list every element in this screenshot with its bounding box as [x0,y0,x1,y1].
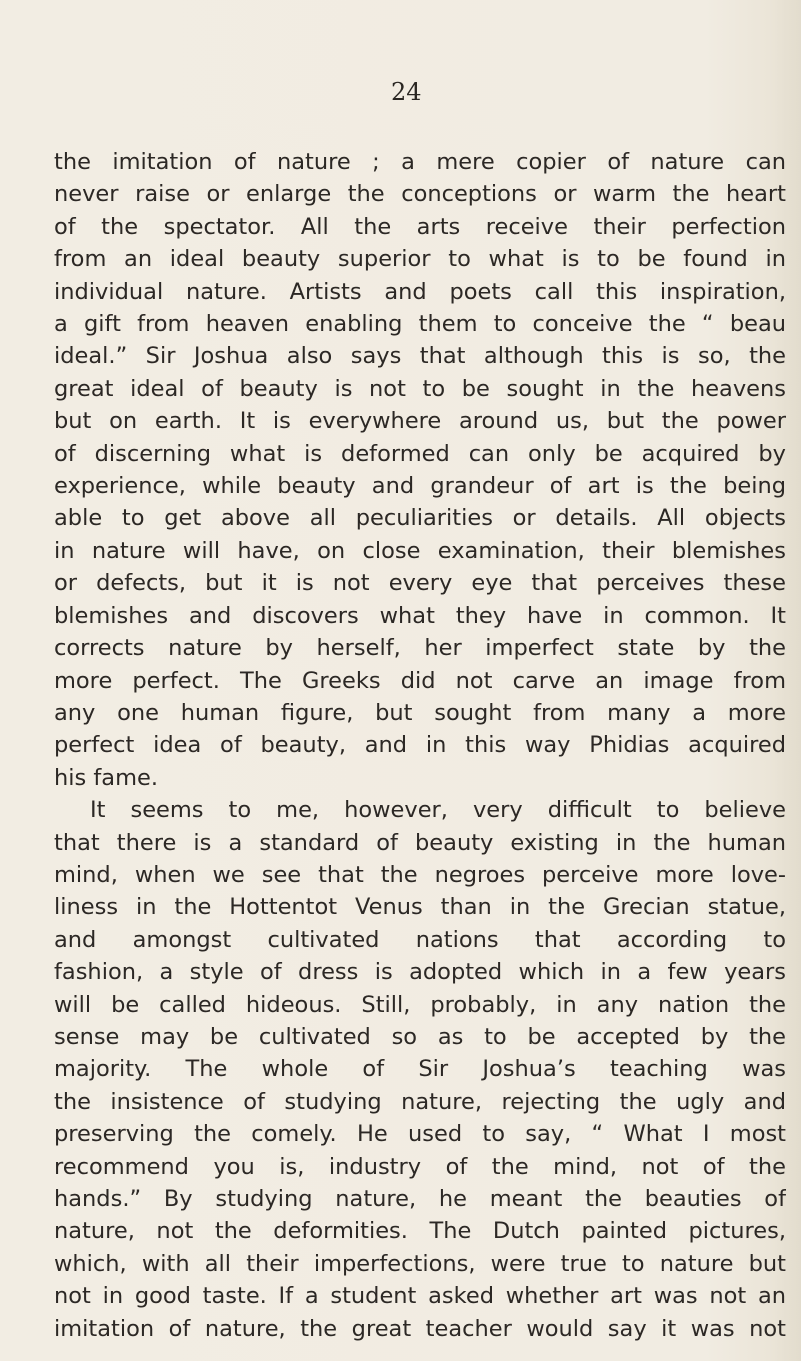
text-line: more perfect. The Greeks did not carve an image from [54,667,786,694]
text-line: individual nature. Artists and poets call this inspiration, [54,278,786,305]
text-line: from an ideal beauty superior to what is to be found in [54,246,786,273]
page-number: 24 [391,78,422,106]
text-line: in nature will have, on close examination, their blemishes [54,537,786,564]
text-line: but on earth. It is everywhere around us, but the power [54,408,786,435]
text-line: not in good taste. If a student asked whether art was not an [54,1283,786,1310]
text-line: any one human figure, but sought from many a more [54,699,786,726]
text-line: majority. The whole of Sir Joshua’s teaching was [54,1056,786,1083]
text-line: experience, while beauty and grandeur of art is the being [54,473,786,500]
text-line: will be called hideous. Still, probably, in any nation the [54,991,786,1018]
text-line: great ideal of beauty is not to be sought in the heavens [54,375,786,402]
text-line: sense may be cultivated so as to be accepted by the [54,1023,786,1050]
text-line: recommend you is, industry of the mind, not of the [54,1153,786,1180]
text-line: and amongst cultivated nations that according to [54,926,786,953]
text-line: that there is a standard of beauty existing in the human [54,829,786,856]
text-line: hands.” By studying nature, he meant the beauties of [54,1186,786,1212]
text-line: able to get above all peculiarities or details. All objects [54,505,786,532]
text-line: his fame. [54,764,159,791]
text-line: perfect idea of beauty, and in this way Phidias acquired [54,732,786,759]
text-line: mind, when we see that the negroes perceive more love- [54,861,786,888]
text-line: the insistence of studying nature, rejecting the ugly and [54,1088,786,1115]
text-line: which, with all their imperfections, were true to nature but [54,1250,786,1277]
text-line: liness in the Hottentot Venus than in the Grecian statue, [54,894,786,921]
text-line: imitation of nature, the great teacher would say it was not [54,1315,786,1342]
text-line: a gift from heaven enabling them to conceive the “ beau [54,311,786,338]
body-text [54,146,786,1345]
text-line: never raise or enlarge the conceptions or warm the heart [54,181,786,208]
text-line: fashion, a style of dress is adopted which in a few years [54,959,786,986]
text-line: preserving the comely. He used to say, “ What I most [54,1121,786,1148]
text-line: of discerning what is deformed can only be acquired by [54,440,786,467]
text-line: ideal.” Sir Joshua also says that although this is so, the [54,343,786,370]
text-line: or defects, but it is not every eye that perceives these [54,570,786,597]
text-line: of the spectator. All the arts receive their perfection [54,213,786,240]
text-line: corrects nature by herself, her imperfect state by the [54,635,786,662]
text-line: nature, not the deformities. The Dutch painted pictures, [54,1218,786,1245]
text-line: the imitation of nature ; a mere copier of nature can [54,149,786,175]
text-line: It seems to me, however, very difficult to believe [90,797,786,824]
text-line: blemishes and discovers what they have in common. It [54,602,786,629]
